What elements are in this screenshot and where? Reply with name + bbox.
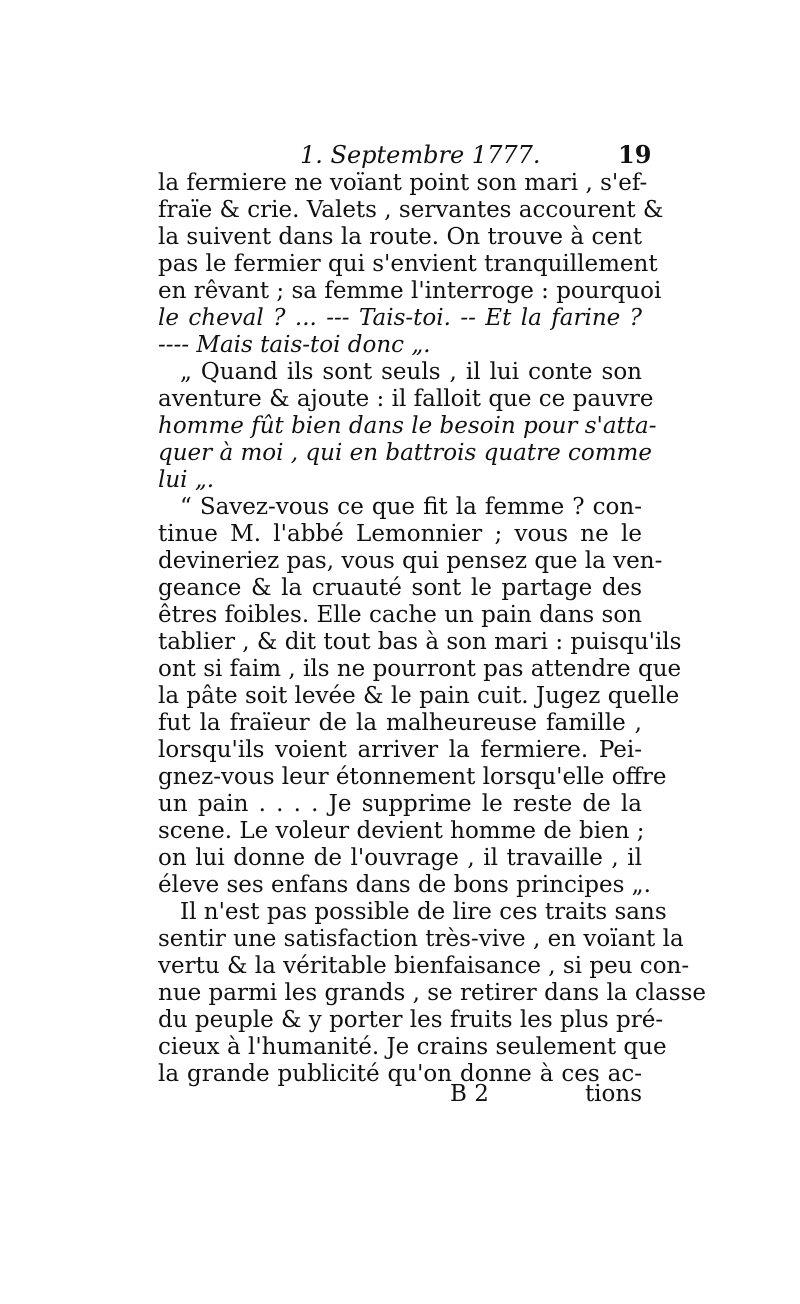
text-line: éleve ses enfans dans de bons principes „. — [158, 872, 651, 898]
text-line: ont si faim , ils ne pourront pas attendre que — [158, 656, 682, 682]
text-line: tablier , & dit tout bas à son mari : puisqu'ils — [158, 629, 682, 655]
text-line: devineriez pas, vous qui pensez que la ven- — [158, 548, 663, 574]
text-line: nue parmi les grands , se retirer dans la classe — [158, 980, 706, 1006]
text-line: scene. Le voleur devient homme de bien ; — [158, 818, 645, 844]
catchword: tions — [584, 1081, 642, 1107]
signature-mark: B 2 — [450, 1081, 489, 1107]
text-line: geance & la cruauté sont le partage des — [158, 575, 642, 601]
text-line: aventure & ajoute : il falloit que ce pauvre — [158, 386, 654, 412]
text-line: la fermiere ne voïant point son mari , s'ef- — [158, 170, 648, 196]
text-line: fraïe & crie. Valets , servantes accourent & — [158, 197, 664, 223]
text-line: „ Quand ils sont seuls , il lui conte son — [180, 359, 642, 385]
text-line: vertu & la véritable bienfaisance , si peu con- — [158, 953, 690, 979]
text-line: la suivent dans la route. On trouve à cent — [158, 224, 642, 250]
text-line: fut la fraïeur de la malheureuse famille , — [158, 710, 642, 736]
text-line: Il n'est pas possible de lire ces traits sans — [180, 899, 667, 925]
text-line: du peuple & y porter les fruits les plus pré- — [158, 1007, 664, 1033]
text-line: lui „. — [158, 467, 215, 493]
text-line: tinue M. l'abbé Lemonnier ; vous ne le — [158, 521, 642, 547]
page-number: 19 — [618, 140, 652, 169]
text-line: homme fût bien dans le besoin pour s'atta- — [158, 413, 657, 439]
text-line: gnez-vous leur étonnement lorsqu'elle offre — [158, 764, 667, 790]
text-line: la grande publicité qu'on donne à ces ac- — [158, 1061, 642, 1087]
text-line: êtres foibles. Elle cache un pain dans son — [158, 602, 642, 628]
text-line: pas le fermier qui s'envient tranquillement — [158, 251, 658, 277]
text-line: sentir une satisfaction très-vive , en voïant la — [158, 926, 684, 952]
text-line: ---- Mais tais-toi donc „. — [158, 332, 431, 358]
text-line: en rêvant ; sa femme l'interroge : pourquoi — [158, 278, 662, 304]
text-line: la pâte soit levée & le pain cuit. Jugez quelle — [158, 683, 680, 709]
text-line: le cheval ? ... --- Tais-toi. -- Et la farine ? — [158, 305, 642, 331]
text-line: on lui donne de l'ouvrage , il travaille , il — [158, 845, 642, 871]
text-line: “ Savez-vous ce que fit la femme ? con- — [180, 494, 642, 520]
text-line: un pain . . . . Je supprime le reste de la — [158, 791, 642, 817]
text-line: quer à moi , qui en battrois quatre comme — [158, 440, 652, 466]
text-line: cieux à l'humanité. Je crains seulement que — [158, 1034, 667, 1060]
header-date: 1. Septembre 1777. — [300, 141, 541, 169]
text-line: lorsqu'ils voient arriver la fermiere. Pei- — [158, 737, 642, 763]
